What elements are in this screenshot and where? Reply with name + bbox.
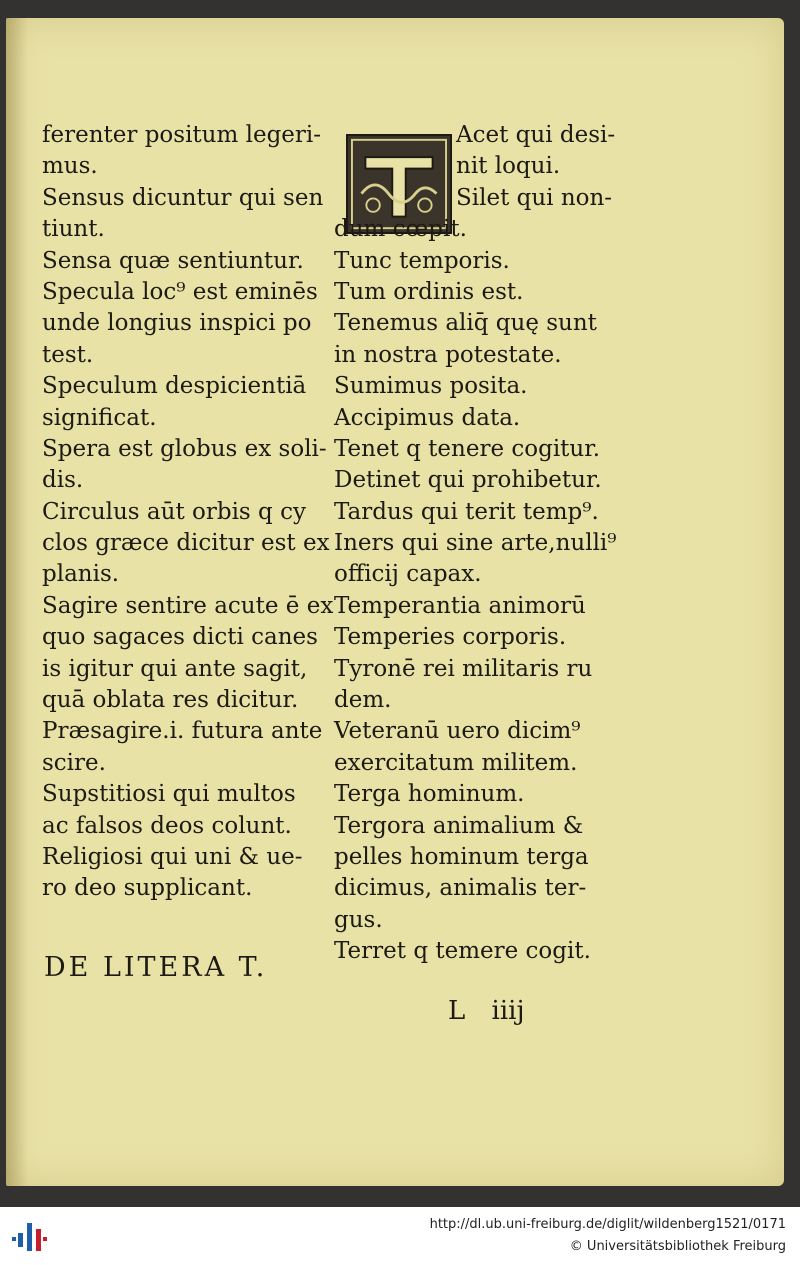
text-line: nit loqui.	[456, 153, 561, 180]
text-line: Spera est globus ex soli-	[42, 435, 327, 462]
text-line: Tenemus aliq̄ quę sunt	[334, 310, 597, 337]
text-line: gus.	[334, 906, 383, 933]
text-line: Tyronē rei militaris ru	[334, 655, 593, 682]
text-line: dum cœpit.	[334, 216, 467, 243]
text-line: Specula loc⁹ est eminēs	[42, 278, 318, 305]
text-line: Tunc temporis.	[334, 247, 510, 274]
library-logo-icon	[10, 1217, 50, 1257]
section-heading: DE LITERA T.	[44, 952, 268, 983]
text-line: ro deo supplicant.	[42, 875, 253, 902]
text-line: Temperies corporis.	[334, 624, 567, 651]
text-line: Sagire sentire acute ē ex	[42, 592, 334, 619]
text-line: Sensa quæ sentiuntur.	[42, 247, 304, 274]
text-line: test.	[42, 341, 94, 368]
viewer-footer	[0, 1207, 800, 1265]
text-line: dis.	[42, 467, 84, 494]
text-line: dem.	[334, 687, 392, 714]
text-line: Tergora animalium &	[334, 812, 584, 839]
text-line: dicimus, animalis ter-	[334, 875, 587, 902]
text-line: mus.	[42, 153, 98, 180]
text-line: Speculum despicientiā	[42, 373, 307, 400]
text-line: quā oblata res dicitur.	[42, 687, 299, 714]
text-line: unde longius inspici po	[42, 310, 312, 337]
text-line: Præsagire.i. futura ante	[42, 718, 323, 745]
text-line: Religiosi qui uni & ue-	[42, 843, 303, 870]
text-line: Veteranū uero dicim⁹	[334, 718, 581, 745]
left-text-column	[42, 120, 342, 905]
text-line: clos græce dicitur est ex	[42, 530, 330, 557]
signature-mark: L iiij	[448, 996, 525, 1026]
text-line: ferenter positum legeri-	[42, 122, 322, 148]
right-text-column	[334, 120, 634, 968]
document-url-link[interactable]: http://dl.ub.uni-freiburg.de/diglit/wildenberg1521/0171	[429, 1217, 786, 1232]
text-line: Sumimus posita.	[334, 373, 528, 400]
text-line: ac falsos deos colunt.	[42, 812, 292, 839]
text-line: exercitatum militem.	[334, 749, 578, 776]
text-line: Tardus qui terit temp⁹.	[334, 498, 599, 525]
text-line: Terga hominum.	[334, 781, 525, 808]
text-line: planis.	[42, 561, 120, 588]
text-line: tiunt.	[42, 216, 105, 243]
text-line: Supstitiosi qui multos	[42, 781, 296, 808]
text-line: Tum ordinis est.	[334, 278, 524, 305]
text-line: Sensus dicuntur qui sen	[42, 184, 324, 211]
text-line: significat.	[42, 404, 157, 431]
text-line: Terret q temere cogit.	[334, 938, 591, 965]
text-line: Detinet qui prohibetur.	[334, 467, 602, 494]
text-line: in nostra potestate.	[334, 341, 562, 368]
text-line: Accipimus data.	[334, 404, 521, 431]
text-line: pelles hominum terga	[334, 843, 589, 870]
text-line: Silet qui non-	[456, 184, 613, 211]
text-line: scire.	[42, 749, 106, 776]
text-line: is igitur qui ante sagit,	[42, 655, 308, 682]
copyright-text: © Universitätsbibliothek Freiburg	[569, 1239, 786, 1254]
text-line: quo sagaces dicti canes	[42, 624, 318, 651]
text-line: Acet qui desi-	[456, 122, 616, 148]
text-line: Temperantia animorū	[334, 592, 586, 619]
text-line: Iners qui sine arte,nulli⁹	[334, 530, 617, 557]
text-line: Tenet q tenere cogitur.	[334, 435, 601, 462]
text-line: officij capax.	[334, 561, 482, 588]
text-line: Circulus aūt orbis q cy	[42, 498, 306, 525]
